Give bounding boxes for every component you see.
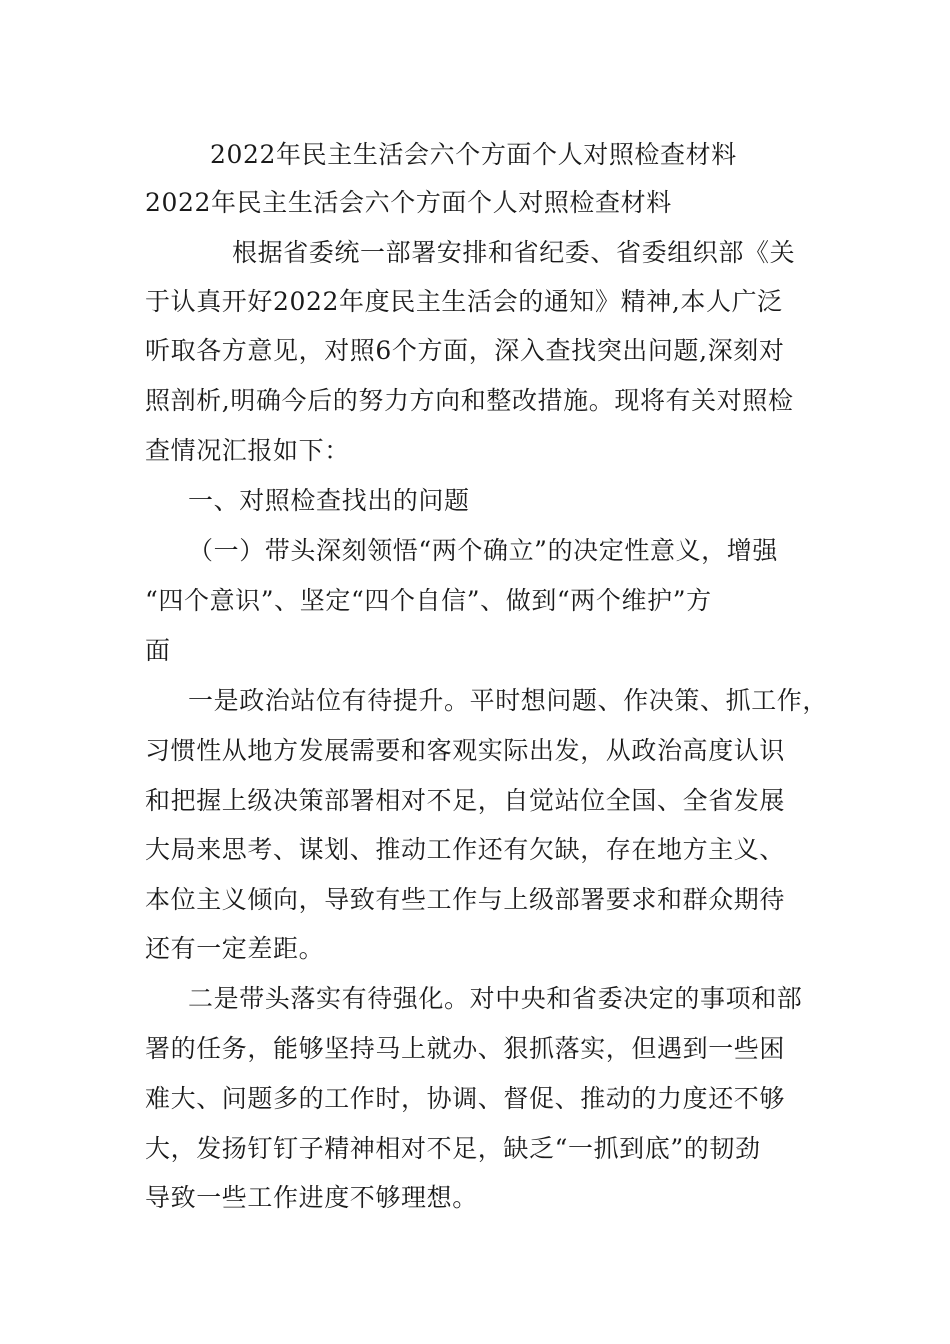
document-title-repeat: 2022年民主生活会六个方面个人对照检查材料 xyxy=(145,188,672,217)
paragraph-line: 大，发扬钉钉子精神相对不足，缺乏“一抓到底”的韧劲 xyxy=(145,1134,761,1163)
intro-line: 照剖析,明确今后的努力方向和整改措施。现将有关对照检 xyxy=(145,386,794,415)
paragraph-line: 二是带头落实有待强化。对中央和省委决定的事项和部 xyxy=(188,984,803,1013)
subsection-heading-line: （一）带头深刻领悟“两个确立”的决定性意义，增强 xyxy=(188,536,778,565)
paragraph-line: 一是政治站位有待提升。平时想问题、作决策、抓工作， xyxy=(188,686,829,715)
paragraph-line: 本位主义倾向，导致有些工作与上级部署要求和群众期待 xyxy=(145,885,786,914)
intro-line: 查情况汇报如下： xyxy=(145,436,350,465)
paragraph-line: 署的任务，能够坚持马上就办、狠抓落实，但遇到一些困 xyxy=(145,1034,786,1063)
intro-line: 根据省委统一部署安排和省纪委、省委组织部《关 xyxy=(232,238,796,267)
document-title: 2022年民主生活会六个方面个人对照检查材料 xyxy=(210,140,737,169)
paragraph-line: 难大、问题多的工作时，协调、督促、推动的力度还不够 xyxy=(145,1084,786,1113)
subsection-heading-line: “四个意识”、坚定“四个自信”、做到“两个维护”方 xyxy=(145,586,712,615)
paragraph-line: 导致一些工作进度不够理想。 xyxy=(145,1183,478,1212)
subsection-heading-line: 面 xyxy=(145,636,171,665)
paragraph-line: 还有一定差距。 xyxy=(145,934,325,963)
paragraph-line: 和把握上级决策部署相对不足，自觉站位全国、全省发展 xyxy=(145,786,786,815)
paragraph-line: 大局来思考、谋划、推动工作还有欠缺，存在地方主义、 xyxy=(145,835,786,864)
intro-line: 于认真开好2022年度民主生活会的通知》精神,本人广泛 xyxy=(145,287,783,316)
intro-line: 听取各方意见，对照6个方面，深入查找突出问题,深刻对 xyxy=(145,336,785,365)
paragraph-line: 习惯性从地方发展需要和客观实际出发，从政治高度认识 xyxy=(145,736,786,765)
section-heading: 一、对照检查找出的问题 xyxy=(188,486,470,515)
